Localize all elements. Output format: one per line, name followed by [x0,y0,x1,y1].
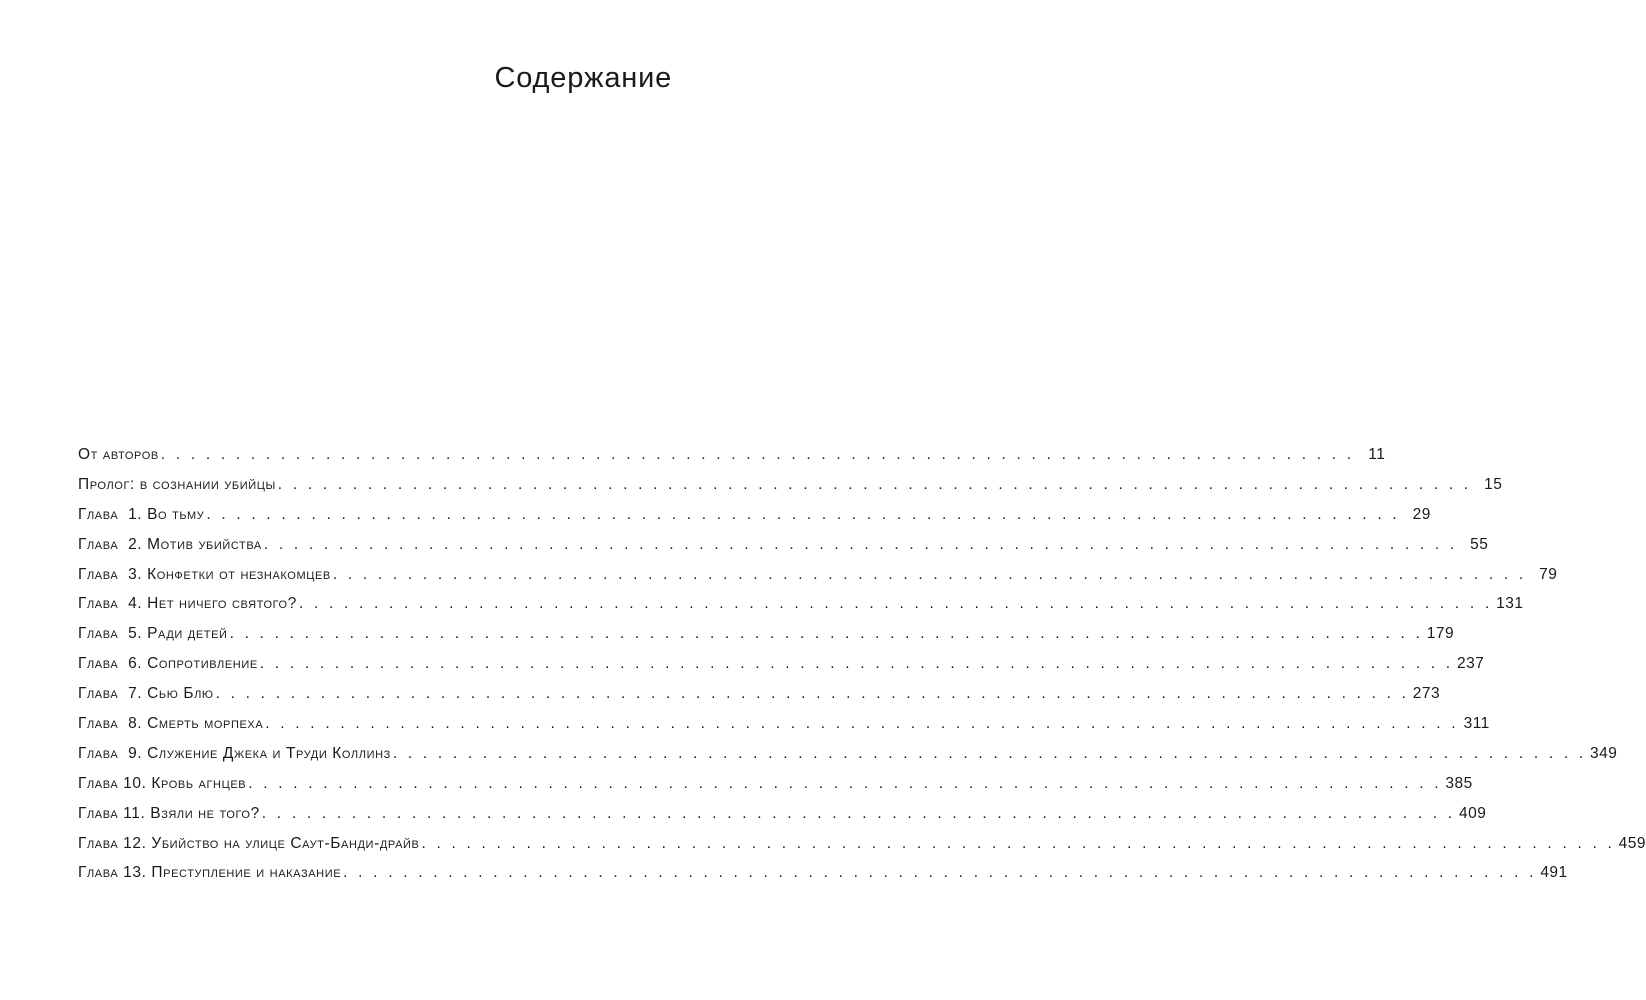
toc-entry-page-number: 459 [1618,834,1646,852]
dot-leader: . . . . . . . . . . . . . . . . . . . . . . . . . . . . . . . . . . . . . . . . . . . . . . . . . . . . . . . . . . . . . . . . . . . . . . . . . . . . . . . . [215,685,1410,703]
toc-entry-label: Пролог: в сознании убийцы [78,475,276,493]
toc-entry-page-number: 15 [1484,475,1503,493]
toc-entry[interactable] [78,475,1503,506]
toc-entry-page-number: 131 [1496,595,1524,613]
table-of-contents [78,446,1646,894]
toc-entry-page-number: 29 [1412,505,1431,523]
toc-entry-label: Глава 1. Во тьму [78,505,205,523]
toc-entry[interactable] [78,715,1490,745]
toc-entry-page-number: 409 [1458,804,1487,822]
toc-entry[interactable] [78,804,1487,835]
toc-entry[interactable] [78,446,1386,476]
dot-leader: . . . . . . . . . . . . . . . . . . . . . . . . . . . . . . . . . . . . . . . . . . . . . . . . . . . . . . . . . . . . . . . . . . . . . . . . . . . . . . . . [277,475,1472,493]
toc-entry-label: Глава 9. Служение Джека и Труди Коллинз [78,744,391,762]
dot-leader: . . . . . . . . . . . . . . . . . . . . . . . . . . . . . . . . . . . . . . . . . . . . . . . . . . . . . . . . . . . . . . . . . . . . . . . . . . . . . . . . [265,715,1459,733]
toc-entry-label: Глава 13. Преступление и наказание [78,864,342,882]
toc-entry-page-number: 237 [1456,655,1485,673]
toc-entry[interactable] [78,535,1489,566]
dot-leader: . . . . . . . . . . . . . . . . . . . . . . . . . . . . . . . . . . . . . . . . . . . . . . . . . . . . . . . . . . . . . . . . . . . . . . . . . . . . . . . . [343,864,1537,882]
dot-leader: . . . . . . . . . . . . . . . . . . . . . . . . . . . . . . . . . . . . . . . . . . . . . . . . . . . . . . . . . . . . . . . . . . . . . . . . . . . . . . . . [421,834,1615,852]
toc-entry[interactable] [78,655,1485,685]
toc-entry-page-number: 273 [1412,685,1441,703]
toc-entry-label: Глава 8. Смерть морпеха [78,715,264,733]
dot-leader: . . . . . . . . . . . . . . . . . . . . . . . . . . . . . . . . . . . . . . . . . . . . . . . . . . . . . . . . . . . . . . . . . . . . . . . . . . . . . . . . [263,535,1458,553]
toc-entry-label: От авторов [78,446,159,463]
toc-entry[interactable] [78,565,1558,596]
toc-entry[interactable] [78,864,1568,894]
toc-entry[interactable] [78,685,1441,715]
toc-entry-page-number: 491 [1540,864,1568,882]
dot-leader: . . . . . . . . . . . . . . . . . . . . . . . . . . . . . . . . . . . . . . . . . . . . . . . . . . . . . . . . . . . . . . . . . . . . . . . . . . . . . . . . [392,744,1587,762]
toc-entry-label: Глава 5. Ради детей [78,625,228,643]
dot-leader: . . . . . . . . . . . . . . . . . . . . . . . . . . . . . . . . . . . . . . . . . . . . . . . . . . . . . . . . . . . . . . . . . . . . . . . . . . . . . . . . [160,446,1355,463]
toc-entry-page-number: 179 [1426,625,1455,643]
toc-entry[interactable] [78,834,1646,865]
dot-leader: . . . . . . . . . . . . . . . . . . . . . . . . . . . . . . . . . . . . . . . . . . . . . . . . . . . . . . . . . . . . . . . . . . . . . . . . . . . . . . . . [261,804,1456,822]
toc-entry-page-number: 55 [1470,535,1489,553]
toc-entry-label: Глава 12. Убийство на улице Саут-Банди-драйв [78,834,420,852]
dot-leader: . . . . . . . . . . . . . . . . . . . . . . . . . . . . . . . . . . . . . . . . . . . . . . . . . . . . . . . . . . . . . . . . . . . . . . . . . . . . . . . . [332,565,1527,583]
dot-leader: . . . . . . . . . . . . . . . . . . . . . . . . . . . . . . . . . . . . . . . . . . . . . . . . . . . . . . . . . . . . . . . . . . . . . . . . . . . . . . . . [248,774,1442,792]
toc-entry-label: Глава 4. Нет ничего святого? [78,595,297,613]
toc-entry-label: Глава 10. Кровь агнцев [78,774,247,792]
toc-entry[interactable] [78,625,1455,655]
toc-entry[interactable] [78,744,1618,775]
toc-entry-label: Глава 11. Взяли не того? [78,804,260,822]
toc-entry-label: Глава 7. Сью Блю [78,685,214,703]
toc-entry-page-number: 311 [1463,715,1490,733]
toc-entry[interactable] [78,774,1473,805]
toc-entry-page-number: 11 [1368,446,1386,463]
toc-entry-page-number: 349 [1590,744,1618,762]
toc-entry-page-number: 79 [1539,565,1558,583]
dot-leader: . . . . . . . . . . . . . . . . . . . . . . . . . . . . . . . . . . . . . . . . . . . . . . . . . . . . . . . . . . . . . . . . . . . . . . . . . . . . . . . . [229,625,1424,643]
toc-entry-label: Глава 6. Сопротивление [78,655,258,673]
toc-entry-label: Глава 3. Конфетки от незнакомцев [78,565,331,583]
dot-leader: . . . . . . . . . . . . . . . . . . . . . . . . . . . . . . . . . . . . . . . . . . . . . . . . . . . . . . . . . . . . . . . . . . . . . . . . . . . . . . . . [206,505,1400,523]
toc-entry[interactable] [78,505,1431,536]
toc-entry-label: Глава 2. Мотив убийства [78,535,262,553]
toc-entry[interactable] [78,595,1524,625]
dot-leader: . . . . . . . . . . . . . . . . . . . . . . . . . . . . . . . . . . . . . . . . . . . . . . . . . . . . . . . . . . . . . . . . . . . . . . . . . . . . . . . . [259,655,1454,673]
toc-entry-page-number: 385 [1445,774,1473,792]
page-title: Содержание [494,62,672,94]
dot-leader: . . . . . . . . . . . . . . . . . . . . . . . . . . . . . . . . . . . . . . . . . . . . . . . . . . . . . . . . . . . . . . . . . . . . . . . . . . . . . . . . [298,595,1493,613]
